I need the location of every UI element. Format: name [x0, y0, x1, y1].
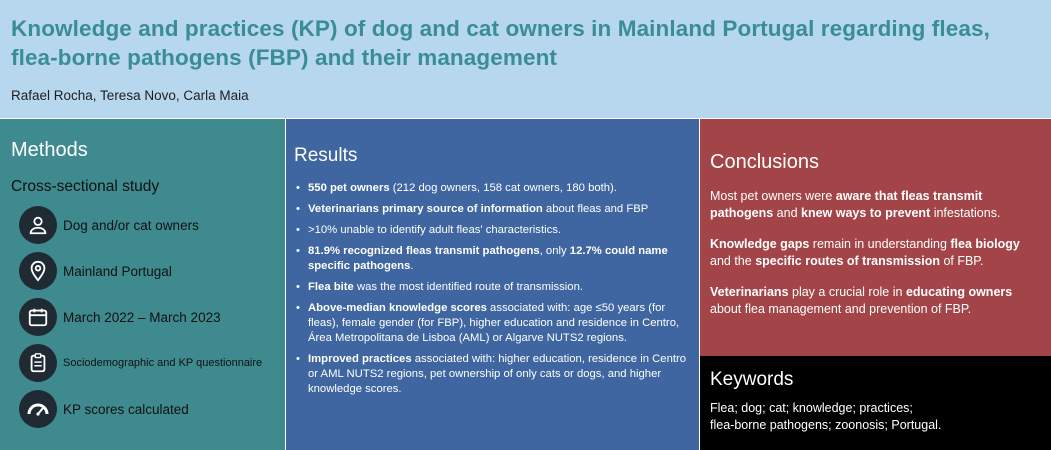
methods-item [19, 294, 285, 340]
methods-item-label: Dog and/or cat owners [63, 217, 199, 233]
methods-item [19, 340, 285, 386]
location-pin-icon [19, 252, 57, 290]
results-item: • 550 pet owners (212 dog owners, 158 cat owners, 180 both). [308, 181, 699, 196]
person-icon [19, 206, 57, 244]
methods-item [19, 202, 285, 248]
clipboard-icon [19, 344, 57, 382]
conclusions-heading: Conclusions [710, 151, 819, 173]
results-heading: Results [294, 145, 358, 166]
methods-panel [0, 119, 285, 450]
conclusions-panel [700, 119, 1051, 356]
authors: Rafael Rocha, Teresa Novo, Carla Maia [11, 88, 249, 103]
keywords-text: Flea; dog; cat; knowledge; practices; flea-borne pathogens; zoonosis; Portugal. [710, 401, 942, 432]
keywords-panel [700, 356, 1051, 450]
poster-header [0, 0, 1051, 118]
conclusion-paragraph: Most pet owners were aware that fleas transmit pathogens and knew ways to prevent infestations. [710, 189, 1001, 220]
methods-item [19, 248, 285, 294]
results-item: • >10% unable to identify adult fleas' characteristics. [308, 223, 699, 238]
methods-heading: Methods [11, 139, 88, 161]
methods-list [11, 202, 285, 432]
methods-item-label: Mainland Portugal [63, 263, 172, 279]
results-list [294, 181, 699, 397]
conclusion-paragraph: Knowledge gaps remain in understanding flea biology and the specific routes of transmission of FBP. [710, 237, 1020, 268]
methods-item-label: KP scores calculated [63, 401, 189, 417]
results-item: • Above-median knowledge scores associated with: age ≤50 years (for fleas), female gender (for FBP), higher education and residence in Centro, Área Metropolitana de Lisboa (AML) or Algarve NUTS2 regions. [308, 301, 699, 346]
conclusion-paragraph: Veterinarians play a crucial role in educating owners about flea management and prevention of FBP. [710, 285, 1013, 316]
results-item: • Flea bite was the most identified route of transmission. [308, 280, 699, 295]
results-panel [286, 119, 699, 450]
methods-subheading: Cross-sectional study [11, 178, 160, 195]
keywords-heading: Keywords [710, 369, 794, 390]
results-item: • Veterinarians primary source of information about fleas and FBP [308, 202, 699, 217]
gauge-icon [19, 390, 57, 428]
calendar-icon [19, 298, 57, 336]
methods-item [19, 386, 285, 432]
methods-item-label: Sociodemographic and KP questionnaire [63, 357, 263, 369]
poster-title: Knowledge and practices (KP) of dog and cat owners in Mainland Portugal regarding fleas, flea-borne pathogens (FBP) and their management [11, 16, 990, 70]
results-item: • Improved practices associated with: higher education, residence in Centro or AML NUTS2 regions, pet ownership of only cats or dogs, and higher knowledge scores. [308, 352, 699, 397]
methods-item-label: March 2022 – March 2023 [63, 309, 221, 325]
results-item: • 81.9% recognized fleas transmit pathogens, only 12.7% could name specific pathogens. [308, 244, 699, 274]
